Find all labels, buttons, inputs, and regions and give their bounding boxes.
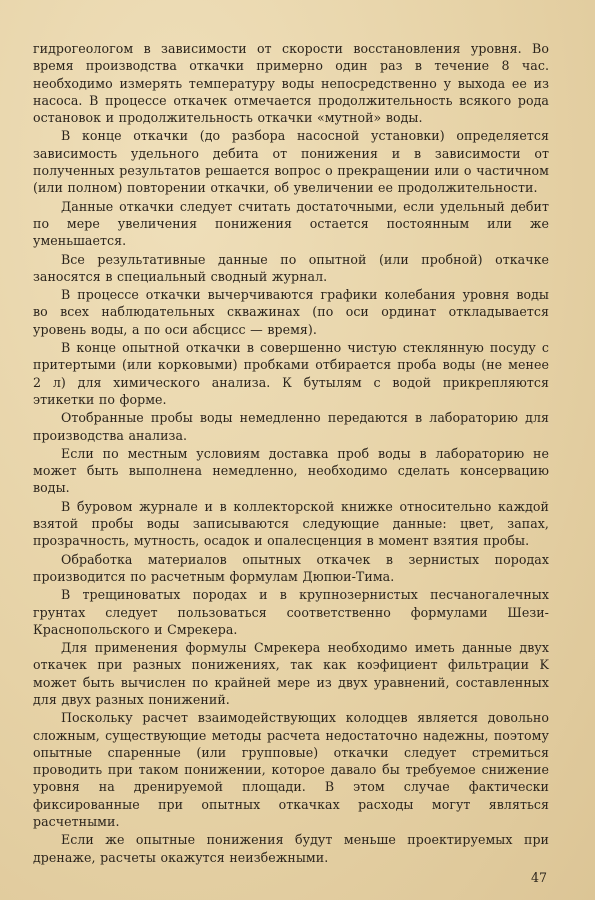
paragraph-14: Если же опытные понижения будут меньше проектируемых при дренаже, расчеты окажутся неизбежными. [33,832,549,865]
paragraph-8: Если по местным условиям доставка проб воды в лабораторию не может быть выполнена немедленно, необходимо сделать консервацию воды. [33,445,549,496]
paragraph-5: В процессе откачки вычерчиваются графики колебания уровня воды во всех наблюдательных скважинах (по оси ординат откладывается уровень воды, а по оси абсцисс — время). [33,287,549,337]
paragraph-1: гидрогеологом в зависимости от скорости восстановления уровня. Во время производства откачки примерно один раз в течение 8 час. необходимо измерять температуру воды непосредственно у выхода ее из насоса. В процессе откачек отмечается продолжительность всякого рода остановок и продолжительность откачки «мутной» воды. [33,41,549,126]
paragraph-11: В трещиноватых породах и в крупнозернистых песчаногалечных грунтах следует пользоваться соответственно формулами Шези-Краснопольского и Смрекера. [33,587,549,637]
paragraph-2: В конце откачки (до разбора насосной установки) определяется зависимость удельного дебита от понижения и в зависимости от полученных результатов решается вопрос о прекращении или о частичном (или полном) повторении откачки, об увеличении ее продолжительности. [33,128,549,196]
paragraph-6: В конце опытной откачки в совершенно чистую стеклянную посуду с притертыми (или корковыми) пробками отбирается проба воды (не менее 2 л) для химического анализа. К бутылям с водой прикрепляются этикетки по форме. [33,340,549,407]
page-text [33,40,549,866]
paragraph-7: Отобранные пробы воды немедленно передаются в лабораторию для производства анализа. [33,410,549,443]
paragraph-13: Поскольку расчет взаимодействующих колодцев является довольно сложным, существующие методы расчета недостаточно надежны, поэтому опытные спаренные (или групповые) откачки следует стремиться проводить при таком понижении, которое давало бы требуемое снижение уровня на дренируемой площади. В этом случае фактически фиксированные при опытных откачках расходы могут являться расчетными. [33,710,549,830]
page-number: 47 [530,870,547,885]
paragraph-3: Данные откачки следует считать достаточными, если удельный дебит по мере увеличения понижения остается постоянным или же уменьшается. [33,198,549,249]
paragraph-9: В буровом журнале и в коллекторской книжке относительно каждой взятой пробы воды записываются следующие данные: цвет, запах, прозрачность, мутность, осадок и опалесценция в момент взятия пробы. [33,498,549,549]
paragraph-10: Обработка материалов опытных откачек в зернистых породах производится по расчетным формулам Дюпюи-Тима. [33,551,549,584]
paragraph-4: Все результативные данные по опытной (или пробной) откачке заносятся в специальный сводный журнал. [33,251,549,284]
paragraph-12: Для применения формулы Смрекера необходимо иметь данные двух откачек при разных понижениях, так как коэфициент фильтрации K может быть вычислен по крайней мере из двух уравнений, составленных для двух разных понижений. [33,640,549,707]
